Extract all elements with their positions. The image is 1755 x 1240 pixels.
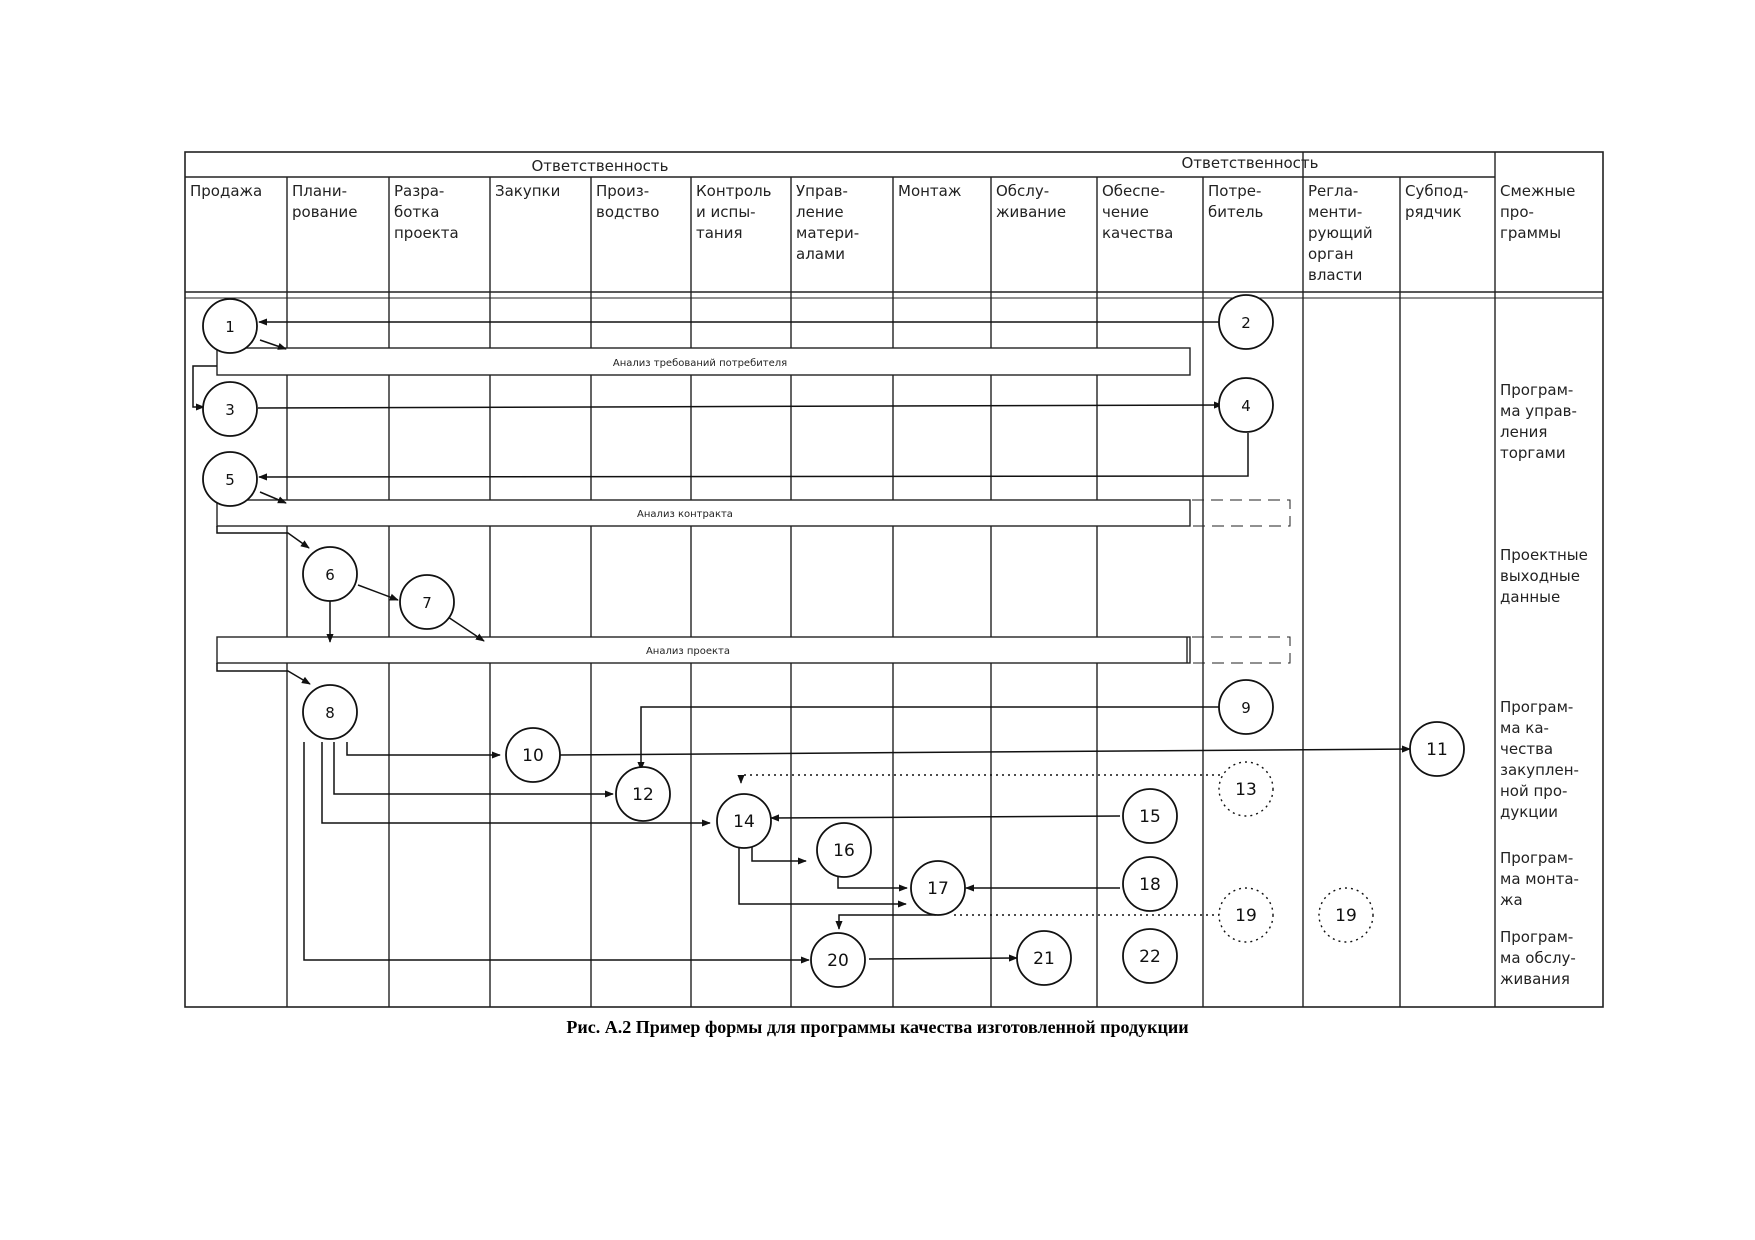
column-header: Потре-битель [1208, 182, 1264, 221]
event-node-19 [1219, 888, 1273, 942]
event-node-8 [303, 685, 357, 739]
event-node-22 [1123, 929, 1177, 983]
event-node-4 [1219, 378, 1273, 432]
svg-text:7: 7 [422, 594, 432, 612]
svg-text:3: 3 [225, 401, 235, 419]
event-node-20 [811, 933, 865, 987]
related-program: Програм-ма управ-ления торгами [1500, 381, 1577, 462]
event-node-21 [1017, 931, 1071, 985]
column-header: Управ-ление матери-алами [796, 182, 860, 263]
band-contract-review [217, 500, 1290, 526]
event-node-16 [817, 823, 871, 877]
svg-text:10: 10 [522, 746, 544, 766]
column-header: Субпод-рядчик [1405, 182, 1469, 221]
event-node-2 [1219, 295, 1273, 349]
column-header: Продажа [190, 182, 263, 200]
svg-text:4: 4 [1241, 397, 1251, 415]
event-node-19 [1319, 888, 1373, 942]
svg-text:2: 2 [1241, 314, 1251, 332]
figure-caption: Рис. А.2 Пример формы для программы качества изготовленной продукции [566, 1017, 1189, 1037]
svg-text:17: 17 [927, 879, 949, 899]
event-node-13 [1219, 762, 1273, 816]
svg-text:21: 21 [1033, 949, 1055, 969]
svg-text:14: 14 [733, 812, 755, 832]
column-header: Регла-менти-рующий орган власти [1308, 182, 1373, 284]
table-frame [185, 152, 1603, 1007]
svg-text:1: 1 [225, 318, 235, 336]
band-customer-requirements [217, 348, 1190, 375]
responsibility-header-right: Ответственность [1181, 154, 1319, 172]
band-design-review [217, 637, 1290, 663]
event-node-9 [1219, 680, 1273, 734]
svg-text:18: 18 [1139, 875, 1161, 895]
column-header: Закупки [495, 182, 561, 200]
related-program: Проектные выходные данные [1500, 546, 1588, 606]
column-header: Контроль и испы-тания [696, 182, 772, 242]
event-node-15 [1123, 789, 1177, 843]
column-header: Обслу-живание [996, 182, 1067, 221]
event-node-11 [1410, 722, 1464, 776]
svg-text:11: 11 [1426, 740, 1448, 760]
column-header: Произ-водство [596, 182, 660, 221]
related-program: Програм-ма монта-жа [1500, 849, 1579, 909]
column-header: Смежные про-граммы [1500, 182, 1576, 242]
event-node-18 [1123, 857, 1177, 911]
column-header: Разра-ботка проекта [394, 182, 459, 242]
event-node-5 [203, 452, 257, 506]
band-label-customer-requirements: Анализ требований потребителя [612, 358, 788, 369]
related-programs [1500, 381, 1588, 988]
column-header: Монтаж [898, 182, 962, 200]
svg-text:20: 20 [827, 951, 849, 971]
svg-text:13: 13 [1235, 780, 1257, 800]
band-label-design-review: Анализ проекта [645, 646, 731, 657]
svg-text:15: 15 [1139, 807, 1161, 827]
responsibility-header-left: Ответственность [531, 157, 669, 175]
svg-text:6: 6 [325, 566, 335, 584]
svg-text:19: 19 [1235, 906, 1257, 926]
column-headers [190, 182, 1575, 284]
svg-text:16: 16 [833, 841, 855, 861]
svg-text:9: 9 [1241, 699, 1251, 717]
band-label-contract-review: Анализ контракта [637, 509, 733, 520]
svg-text:5: 5 [225, 471, 235, 489]
svg-text:8: 8 [325, 704, 335, 722]
event-node-10 [506, 728, 560, 782]
related-program: Програм-ма ка-чества закуплен-ной про-дукции [1500, 698, 1579, 821]
event-node-6 [303, 547, 357, 601]
event-node-3 [203, 382, 257, 436]
event-node-12 [616, 767, 670, 821]
event-node-17 [911, 861, 965, 915]
event-node-7 [400, 575, 454, 629]
event-node-1 [203, 299, 257, 353]
column-header: Плани-рование [292, 182, 358, 221]
svg-text:12: 12 [632, 785, 654, 805]
related-program: Програм-ма обслу-живания [1500, 928, 1576, 988]
svg-text:19: 19 [1335, 906, 1357, 926]
column-header: Обеспе-чение качества [1102, 182, 1174, 242]
event-node-14 [717, 794, 771, 848]
svg-text:22: 22 [1139, 947, 1161, 967]
